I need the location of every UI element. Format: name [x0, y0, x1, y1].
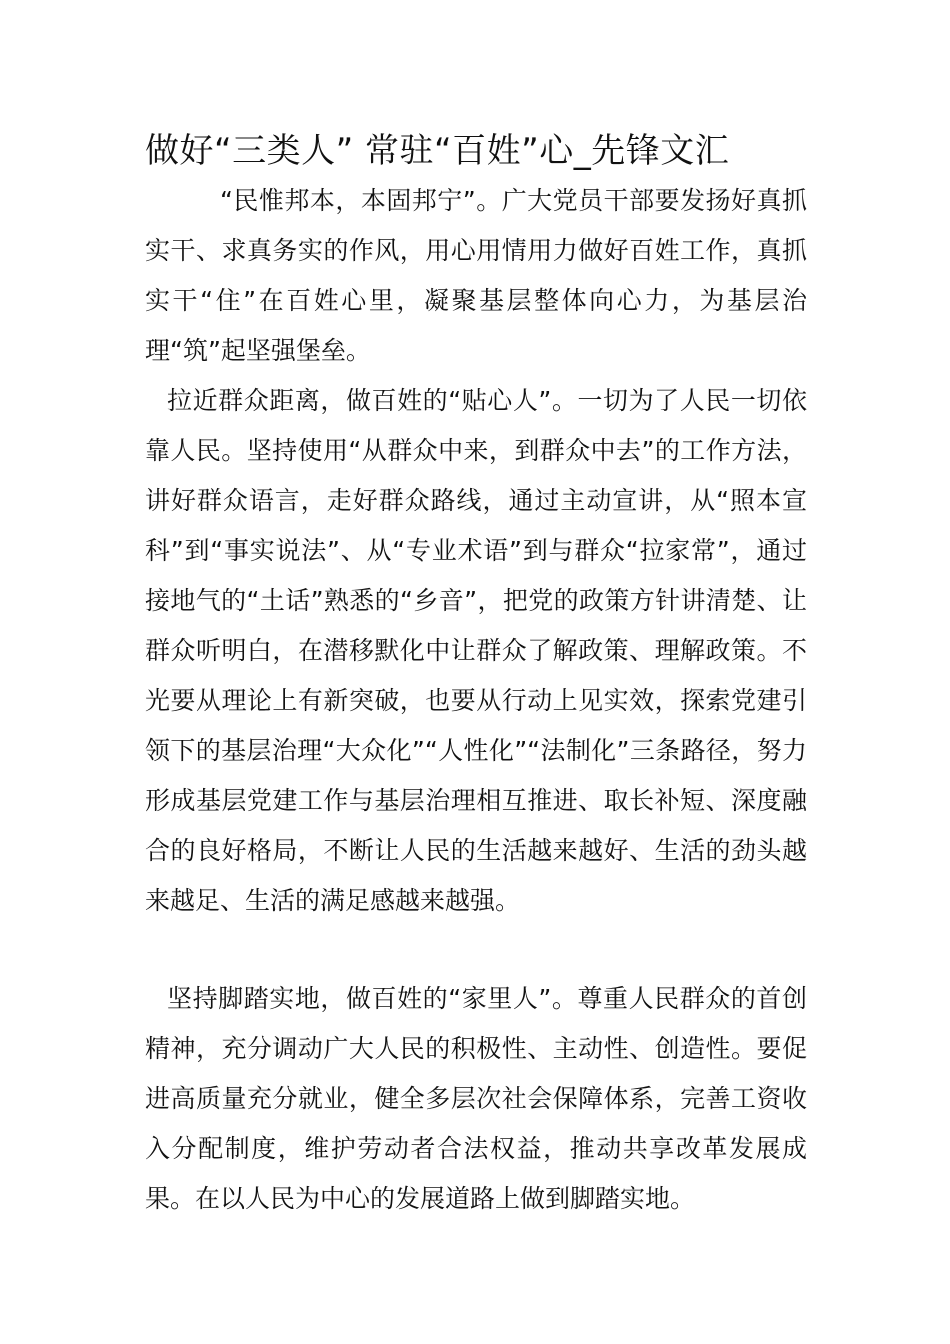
- paragraph-intro: “民惟邦本，本固邦宁”。广大党员干部要发扬好真抓实干、求真务实的作风，用心用情用力做好百姓工作，真抓实干“住”在百姓心里，凝聚基层整体向心力，为基层治理“筑”起坚强堡垒。: [145, 186, 807, 365]
- document-title: 做好“三类人” 常驻“百姓”心_先锋文汇: [145, 131, 730, 171]
- paragraph-down-to-earth: 坚持脚踏实地，做百姓的“家里人”。尊重人民群众的首创精神，充分调动广大人民的积极性、主动性、创造性。要促进高质量充分就业，健全多层次社会保障体系，完善工资收入分配制度，维护劳动者合法权益，推动共享改革发展成果。在以人民为中心的发展道路上做到脚踏实地。: [145, 984, 807, 1213]
- paragraph-close-to-masses: 拉近群众距离，做百姓的“贴心人”。一切为了人民一切依靠人民。坚持使用“从群众中来，到群众中去”的工作方法，讲好群众语言，走好群众路线，通过主动宣讲，从“照本宣科”到“事实说法”、从“专业术语”到与群众“拉家常”，通过接地气的“土话”熟悉的“乡音”，把党的政策方针讲清楚、让群众听明白，在潜移默化中让群众了解政策、理解政策。不光要从理论上有新突破，也要从行动上见实效，探索党建引领下的基层治理“大众化”“人性化”“法制化”三条路径，努力形成基层党建工作与基层治理相互推进、取长补短、深度融合的良好格局，不断让人民的生活越来越好、生活的劲头越来越足、生活的满足感越来越强。: [145, 386, 807, 915]
